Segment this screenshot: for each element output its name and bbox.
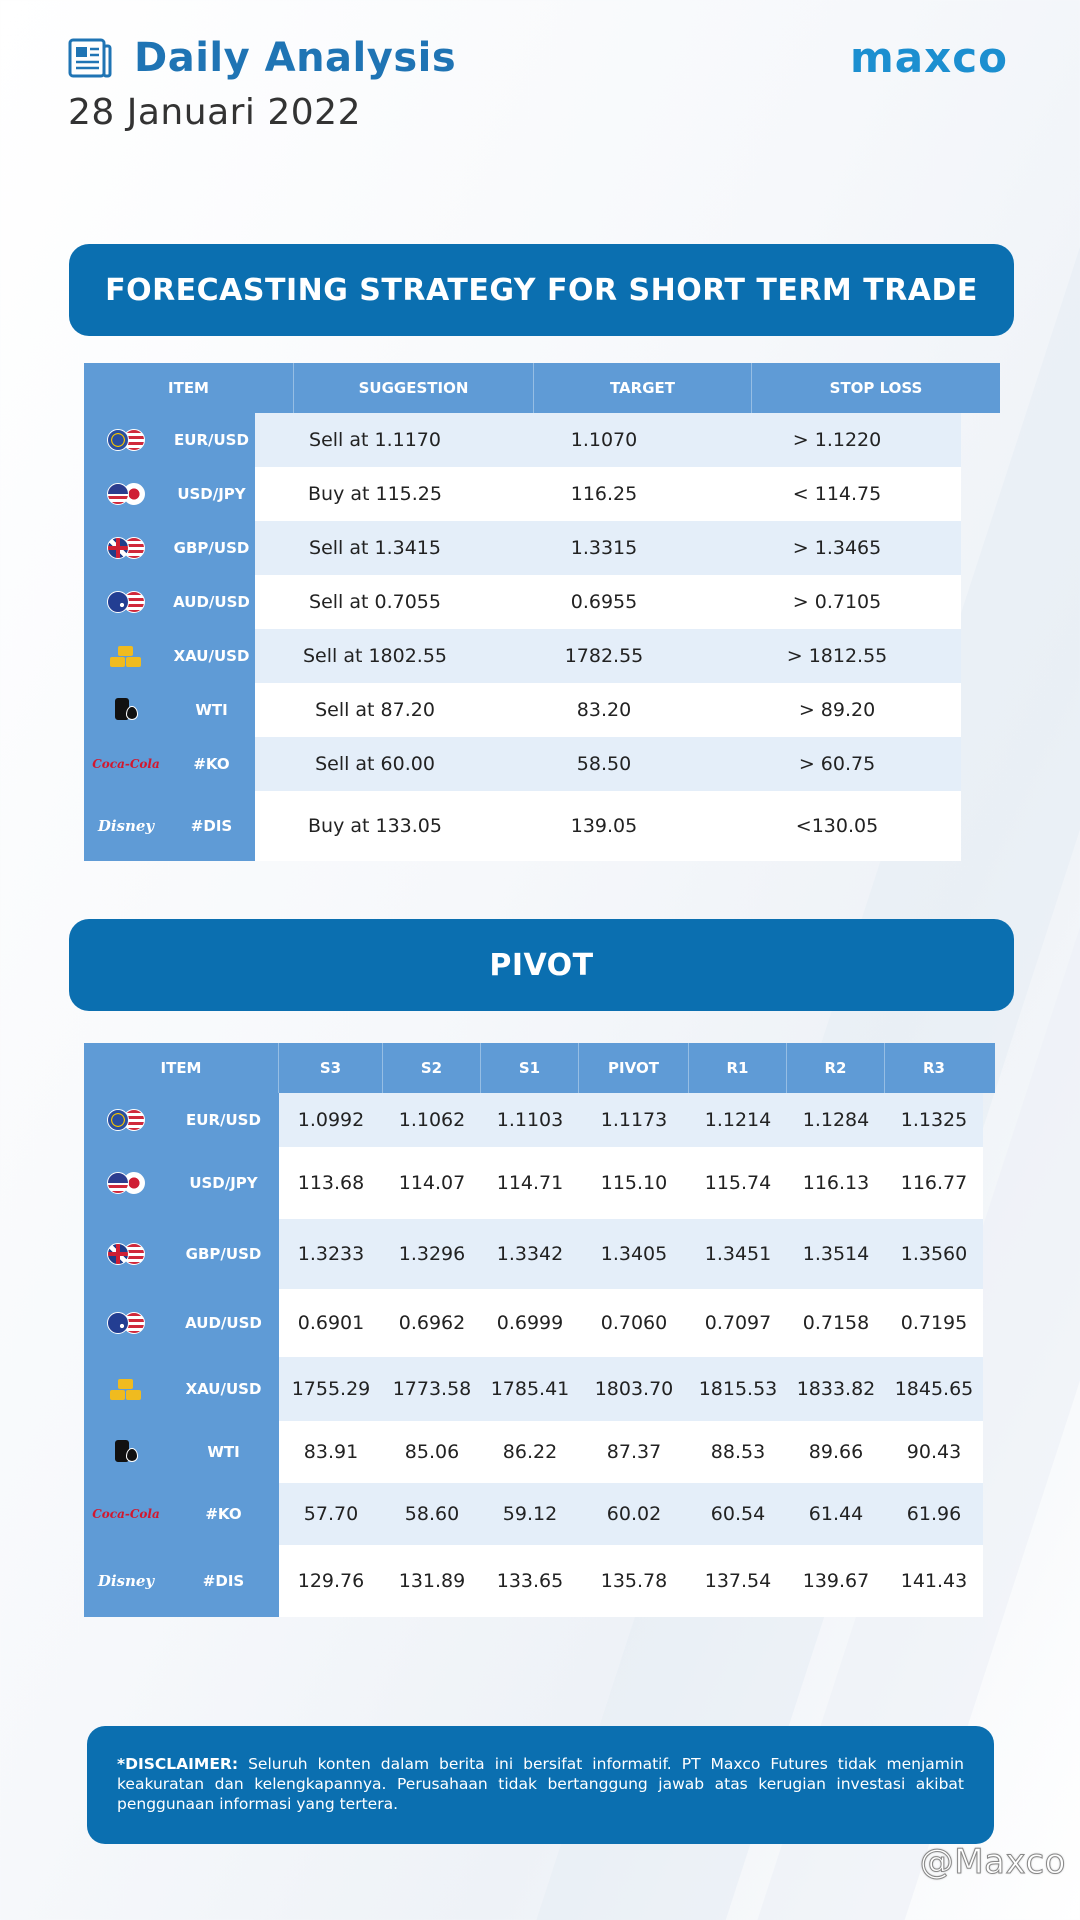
target-cell: 0.6955 (495, 575, 713, 629)
target-cell: 83.20 (495, 683, 713, 737)
pivot-cell-r2: 1.3514 (787, 1219, 885, 1289)
column-header-s2: S2 (383, 1043, 481, 1093)
pivot-cell-pivot: 0.7060 (579, 1289, 689, 1357)
pivot-cell-s3: 0.6901 (279, 1289, 383, 1357)
pivot-cell-r3: 0.7195 (885, 1289, 983, 1357)
oil-barrel-icon (84, 696, 168, 724)
pivot-cell-r1: 1.1214 (689, 1093, 787, 1147)
table-row (84, 467, 1000, 521)
forecast-table (84, 363, 1000, 861)
pivot-cell-pivot: 1803.70 (579, 1357, 689, 1421)
item-symbol: EUR/USD (174, 431, 249, 449)
pivot-cell-s3: 83.91 (279, 1421, 383, 1483)
watermark: @Maxco (919, 1842, 1066, 1882)
suggestion-cell: Sell at 1.1170 (255, 413, 495, 467)
uk-us-flag-icon (84, 1243, 168, 1265)
item-cell (84, 575, 255, 629)
target-cell: 58.50 (495, 737, 713, 791)
pivot-cell-r2: 89.66 (787, 1421, 885, 1483)
pivot-cell-s2: 1773.58 (383, 1357, 481, 1421)
target-cell: 1782.55 (495, 629, 713, 683)
pivot-cell-r3: 1.1325 (885, 1093, 983, 1147)
target-cell: 1.1070 (495, 413, 713, 467)
suggestion-cell: Sell at 1802.55 (255, 629, 495, 683)
pivot-banner: PIVOT (69, 919, 1014, 1011)
pivot-cell-pivot: 1.1173 (579, 1093, 689, 1147)
column-header-r2: R2 (787, 1043, 885, 1093)
pivot-cell-r3: 141.43 (885, 1545, 983, 1617)
pivot-cell-r3: 61.96 (885, 1483, 983, 1545)
item-symbol: GBP/USD (173, 539, 250, 557)
column-header-s3: S3 (279, 1043, 383, 1093)
item-cell (84, 629, 255, 683)
stop-loss-cell: > 89.20 (713, 683, 961, 737)
table-row (84, 683, 1000, 737)
item-cell (84, 1421, 279, 1483)
item-symbol: #KO (193, 755, 230, 773)
column-header-target: TARGET (534, 363, 752, 413)
column-header-s1: S1 (481, 1043, 579, 1093)
page-date: 28 Januari 2022 (68, 92, 361, 133)
au-us-flag-icon (84, 1312, 168, 1334)
table-row (84, 1219, 995, 1289)
item-symbol: XAU/USD (173, 647, 250, 665)
item-cell (84, 1483, 279, 1545)
item-symbol: USD/JPY (189, 1174, 258, 1192)
pivot-cell-pivot: 1.3405 (579, 1219, 689, 1289)
pivot-cell-r3: 90.43 (885, 1421, 983, 1483)
pivot-cell-s3: 57.70 (279, 1483, 383, 1545)
table-row (84, 521, 1000, 575)
item-cell (84, 1219, 279, 1289)
table-row (84, 1421, 995, 1483)
brand-logo: maxco (850, 33, 1008, 82)
disclaimer-box (87, 1726, 994, 1844)
gold-bars-icon (84, 644, 168, 668)
item-cell (84, 1093, 279, 1147)
pivot-cell-s3: 1.0992 (279, 1093, 383, 1147)
table-row (84, 1545, 995, 1617)
disclaimer-label: *DISCLAIMER: (117, 1755, 239, 1773)
stop-loss-cell: <130.05 (713, 791, 961, 861)
column-header-r1: R1 (689, 1043, 787, 1093)
pivot-cell-s1: 1.1103 (481, 1093, 579, 1147)
pivot-cell-s1: 1785.41 (481, 1357, 579, 1421)
column-header-stop-loss: STOP LOSS (829, 379, 923, 397)
stop-loss-cell: > 60.75 (713, 737, 961, 791)
item-symbol: AUD/USD (185, 1314, 262, 1332)
pivot-cell-s1: 1.3342 (481, 1219, 579, 1289)
pivot-cell-r3: 116.77 (885, 1147, 983, 1219)
pivot-cell-pivot: 60.02 (579, 1483, 689, 1545)
table-row (84, 1093, 995, 1147)
column-header-item: ITEM (84, 363, 294, 413)
pivot-cell-pivot: 135.78 (579, 1545, 689, 1617)
pivot-table-header (84, 1043, 995, 1093)
au-us-flag-icon (84, 591, 168, 613)
table-row (84, 1147, 995, 1219)
pivot-cell-r2: 1833.82 (787, 1357, 885, 1421)
disclaimer-text: Seluruh konten dalam berita ini bersifat informatif. PT Maxco Futures tidak menjamin keakuratan dan kelengkapannya. Perusahaan tidak bertanggung jawab atas kerugian investasi akibat penggunaan informasi yang tertera. (117, 1755, 964, 1813)
item-cell (84, 1357, 279, 1421)
forecast-table-header (84, 363, 1000, 413)
pivot-cell-r2: 1.1284 (787, 1093, 885, 1147)
pivot-cell-s2: 114.07 (383, 1147, 481, 1219)
table-row (84, 1357, 995, 1421)
pivot-cell-s1: 0.6999 (481, 1289, 579, 1357)
pivot-cell-s2: 85.06 (383, 1421, 481, 1483)
item-cell (84, 683, 255, 737)
coca-cola-logo-icon: Coca-Cola (92, 1507, 160, 1521)
stop-loss-cell: > 1812.55 (713, 629, 961, 683)
table-row (84, 629, 1000, 683)
suggestion-cell: Sell at 1.3415 (255, 521, 495, 575)
forecast-banner: FORECASTING STRATEGY FOR SHORT TERM TRADE (69, 244, 1014, 336)
pivot-cell-r2: 0.7158 (787, 1289, 885, 1357)
pivot-cell-s3: 1.3233 (279, 1219, 383, 1289)
item-symbol: WTI (207, 1443, 240, 1461)
suggestion-cell: Buy at 115.25 (255, 467, 495, 521)
gold-bars-icon (84, 1377, 168, 1401)
suggestion-cell: Sell at 60.00 (255, 737, 495, 791)
item-cell (84, 1289, 279, 1357)
table-row (84, 413, 1000, 467)
item-cell (84, 791, 255, 861)
coca-cola-logo-icon: Coca-Cola (92, 757, 160, 771)
pivot-cell-s1: 133.65 (481, 1545, 579, 1617)
item-cell (84, 737, 255, 791)
stop-loss-cell: > 1.3465 (713, 521, 961, 575)
pivot-cell-s2: 0.6962 (383, 1289, 481, 1357)
table-row (84, 1483, 995, 1545)
pivot-cell-s3: 129.76 (279, 1545, 383, 1617)
page-header (68, 34, 1028, 144)
item-symbol: #DIS (190, 817, 233, 835)
column-header-suggestion: SUGGESTION (294, 363, 534, 413)
column-header-item: ITEM (84, 1043, 279, 1093)
disney-logo-icon: Disney (97, 1572, 155, 1590)
target-cell: 1.3315 (495, 521, 713, 575)
item-cell (84, 467, 255, 521)
item-cell (84, 1147, 279, 1219)
table-row (84, 737, 1000, 791)
eu-us-flag-icon (84, 429, 168, 451)
item-symbol: AUD/USD (173, 593, 250, 611)
pivot-cell-r2: 139.67 (787, 1545, 885, 1617)
us-jp-flag-icon (84, 483, 168, 505)
pivot-table (84, 1043, 995, 1617)
document-icon (68, 38, 112, 78)
eu-us-flag-icon (84, 1109, 168, 1131)
pivot-cell-r2: 116.13 (787, 1147, 885, 1219)
pivot-cell-r3: 1845.65 (885, 1357, 983, 1421)
pivot-cell-s1: 86.22 (481, 1421, 579, 1483)
us-jp-flag-icon (84, 1172, 168, 1194)
table-row (84, 575, 1000, 629)
pivot-cell-s1: 59.12 (481, 1483, 579, 1545)
pivot-cell-r1: 115.74 (689, 1147, 787, 1219)
item-symbol: #DIS (202, 1572, 245, 1590)
page-title: Daily Analysis (134, 35, 457, 81)
pivot-cell-s3: 1755.29 (279, 1357, 383, 1421)
uk-us-flag-icon (84, 537, 168, 559)
item-symbol: XAU/USD (185, 1380, 262, 1398)
pivot-cell-r3: 1.3560 (885, 1219, 983, 1289)
target-cell: 116.25 (495, 467, 713, 521)
pivot-cell-r1: 1815.53 (689, 1357, 787, 1421)
table-row (84, 1289, 995, 1357)
pivot-cell-r1: 60.54 (689, 1483, 787, 1545)
pivot-cell-s3: 113.68 (279, 1147, 383, 1219)
suggestion-cell: Sell at 0.7055 (255, 575, 495, 629)
stop-loss-cell: > 1.1220 (713, 413, 961, 467)
oil-barrel-icon (84, 1438, 168, 1466)
suggestion-cell: Sell at 87.20 (255, 683, 495, 737)
stop-loss-cell: > 0.7105 (713, 575, 961, 629)
item-symbol: WTI (195, 701, 228, 719)
pivot-cell-s2: 58.60 (383, 1483, 481, 1545)
item-cell (84, 521, 255, 575)
item-symbol: #KO (205, 1505, 242, 1523)
column-header-r3: R3 (923, 1059, 945, 1077)
pivot-cell-r1: 88.53 (689, 1421, 787, 1483)
item-cell (84, 413, 255, 467)
stop-loss-cell: < 114.75 (713, 467, 961, 521)
suggestion-cell: Buy at 133.05 (255, 791, 495, 861)
pivot-cell-pivot: 115.10 (579, 1147, 689, 1219)
pivot-cell-s2: 1.3296 (383, 1219, 481, 1289)
pivot-cell-r1: 1.3451 (689, 1219, 787, 1289)
pivot-cell-r1: 0.7097 (689, 1289, 787, 1357)
pivot-cell-pivot: 87.37 (579, 1421, 689, 1483)
target-cell: 139.05 (495, 791, 713, 861)
pivot-cell-s2: 1.1062 (383, 1093, 481, 1147)
pivot-cell-s2: 131.89 (383, 1545, 481, 1617)
column-header-pivot: PIVOT (579, 1043, 689, 1093)
pivot-cell-s1: 114.71 (481, 1147, 579, 1219)
pivot-cell-r1: 137.54 (689, 1545, 787, 1617)
disney-logo-icon: Disney (97, 817, 155, 835)
table-row (84, 791, 1000, 861)
item-cell (84, 1545, 279, 1617)
item-symbol: EUR/USD (186, 1111, 261, 1129)
item-symbol: USD/JPY (177, 485, 246, 503)
item-symbol: GBP/USD (185, 1245, 262, 1263)
pivot-cell-r2: 61.44 (787, 1483, 885, 1545)
